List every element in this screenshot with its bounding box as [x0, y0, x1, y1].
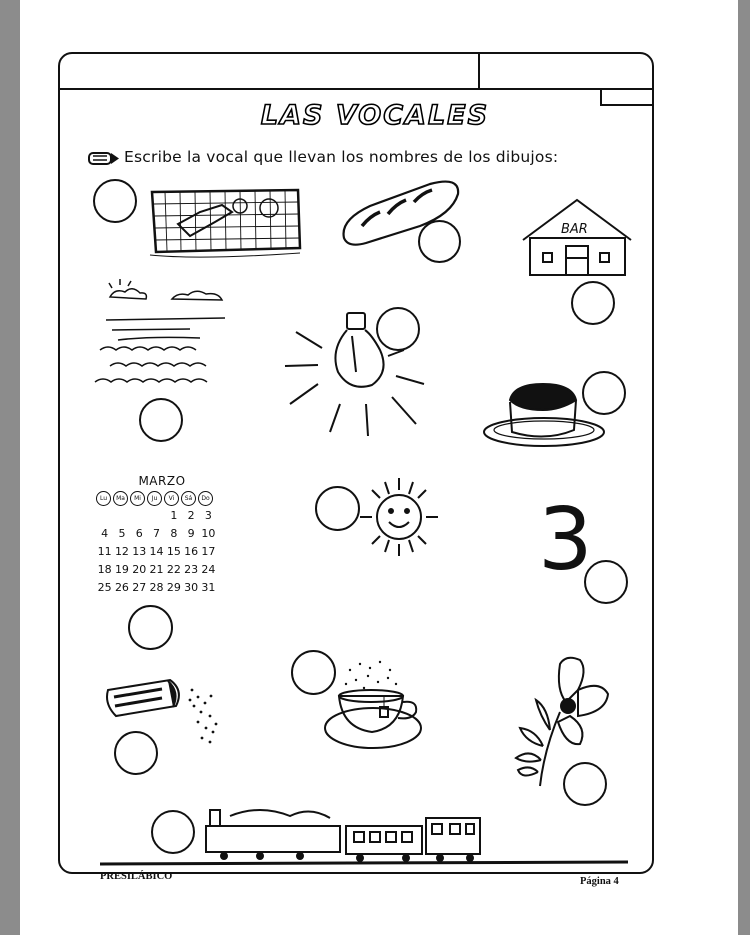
calendar-week	[96, 560, 226, 578]
calendar-week	[96, 578, 226, 596]
calendar-date: 29	[166, 580, 181, 594]
calendar-date: 21	[149, 562, 164, 576]
calendar-date: 27	[132, 580, 147, 594]
calendar-day-header: Vi	[164, 491, 179, 506]
calendar-date: 16	[184, 544, 199, 558]
calendar-week	[96, 506, 226, 524]
calendar-date: 19	[114, 562, 129, 576]
calendar-week	[96, 542, 226, 560]
calendar-date: 13	[132, 544, 147, 558]
pencil-icon	[89, 153, 119, 164]
answer-bubble-house[interactable]	[571, 281, 615, 325]
answer-bubble-calendar[interactable]	[128, 605, 173, 650]
page-number: Página 4	[580, 876, 619, 887]
calendar-date: 17	[201, 544, 216, 558]
calendar-date: 3	[204, 508, 212, 522]
answer-bubble-sea[interactable]	[139, 398, 183, 442]
calendar-day-header: Mi	[130, 491, 145, 506]
bar-sign: BAR	[561, 222, 588, 237]
answer-bubble-goal[interactable]	[93, 179, 137, 223]
calendar-date: 30	[184, 580, 199, 594]
calendar-date: 1	[170, 508, 178, 522]
calendar-day-headers	[96, 491, 226, 506]
number-three-drawing: 3	[538, 490, 593, 590]
calendar-date: 24	[201, 562, 216, 576]
calendar-date: 2	[187, 508, 195, 522]
calendar-date: 10	[201, 526, 216, 540]
calendar-date: 31	[201, 580, 216, 594]
answer-bubble-sun[interactable]	[315, 486, 360, 531]
calendar-month: MARZO	[138, 474, 186, 488]
calendar-day-header: Do	[198, 491, 213, 506]
calendar-date: 4	[101, 526, 109, 540]
answer-bubble-three[interactable]	[584, 560, 628, 604]
calendar-date: 26	[114, 580, 129, 594]
calendar-date: 9	[187, 526, 195, 540]
sea-drawing	[95, 279, 225, 382]
calendar-date: 23	[184, 562, 199, 576]
calendar-date: 5	[118, 526, 126, 540]
calendar-day-header: Lu	[96, 491, 111, 506]
bar-house-drawing	[523, 200, 631, 275]
instruction-text: Escribe la vocal que llevan los nombres de los dibujos:	[124, 148, 559, 166]
answer-bubble-bread[interactable]	[418, 220, 461, 263]
answer-bubble-train[interactable]	[151, 810, 195, 854]
calendar-date: 7	[153, 526, 161, 540]
soccer-goal-drawing	[150, 190, 300, 257]
calendar-date: 18	[97, 562, 112, 576]
answer-bubble-salt[interactable]	[114, 731, 158, 775]
answer-bubble-flan[interactable]	[582, 371, 626, 415]
calendar-week	[96, 524, 226, 542]
answer-bubble-flower[interactable]	[563, 762, 607, 806]
calendar-date: 12	[114, 544, 129, 558]
tea-cup-drawing	[325, 661, 421, 748]
page-title: LAS VOCALES	[260, 100, 490, 131]
calendar-drawing	[96, 474, 226, 596]
calendar-date: 8	[170, 526, 178, 540]
calendar-day-header: Ma	[113, 491, 128, 506]
calendar-date: 15	[166, 544, 181, 558]
calendar-date: 25	[97, 580, 112, 594]
answer-bubble-tea[interactable]	[291, 650, 336, 695]
sun-drawing	[360, 478, 438, 556]
calendar-date: 20	[132, 562, 147, 576]
calendar-date: 22	[166, 562, 181, 576]
calendar-date: 14	[149, 544, 164, 558]
footer-label: PRESILÁBICO	[100, 871, 173, 882]
answer-bubble-bulb[interactable]	[376, 307, 420, 351]
calendar-date: 11	[97, 544, 112, 558]
calendar-date: 28	[149, 580, 164, 594]
calendar-day-header: Sá	[181, 491, 196, 506]
calendar-day-header: Ju	[147, 491, 162, 506]
calendar-date: 6	[135, 526, 143, 540]
